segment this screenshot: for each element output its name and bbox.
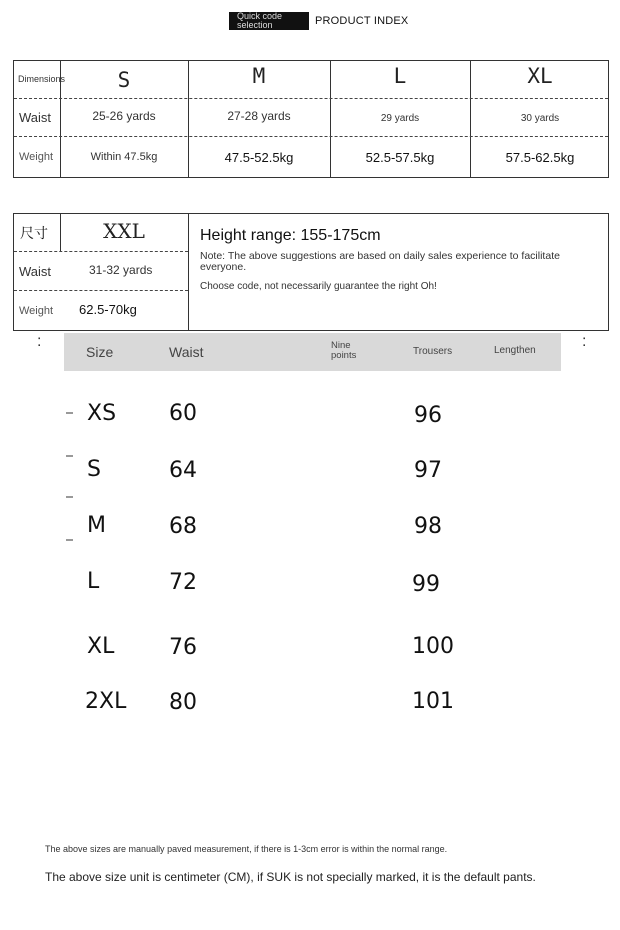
chart-waist-xs: 60	[169, 401, 197, 426]
chart-size-s: S	[87, 457, 101, 482]
header-trousers: Trousers	[413, 346, 453, 357]
choose-note: Choose code, not necessarily guarantee the right Oh!	[200, 281, 437, 292]
suggestion-note: Note: The above suggestions are based on daily sales experience to facilitate everyone.	[200, 250, 560, 273]
height-range: Height range: 155-175cm	[200, 227, 381, 244]
chart-waist-xl: 76	[169, 635, 197, 660]
row-marker	[66, 412, 73, 414]
separator-dots-left: :	[37, 333, 42, 350]
weight-label-2: Weight	[19, 305, 54, 317]
product-index-title: PRODUCT INDEX	[315, 15, 409, 27]
chart-trousers-m: 98	[414, 514, 442, 539]
header-size: Size	[86, 344, 114, 360]
size-label-cn: 尺寸	[20, 224, 48, 241]
chart-trousers-l: 99	[412, 572, 440, 597]
row-marker	[66, 496, 73, 498]
chart-size-xl: XL	[87, 634, 115, 659]
size-m: M	[252, 64, 266, 88]
size-s: S	[117, 67, 131, 92]
chart-trousers-xl: 100	[412, 634, 454, 659]
chart-waist-l: 72	[169, 570, 197, 595]
weight-l: 52.5-57.5kg	[365, 149, 435, 165]
size-l: L	[393, 64, 407, 88]
chart-size-xs: XS	[87, 401, 117, 426]
row-marker	[66, 455, 73, 457]
chart-trousers-2xl: 101	[412, 689, 454, 714]
size-table-2	[13, 213, 609, 331]
weight-xl: 57.5-62.5kg	[505, 149, 575, 165]
chart-waist-2xl: 80	[169, 690, 197, 715]
waist-label: Waist	[19, 109, 52, 125]
quick-code-label: Quick code selection	[229, 12, 309, 30]
dimensions-label: Dimensions	[18, 74, 66, 84]
chart-trousers-s: 97	[414, 458, 442, 483]
chart-waist-m: 68	[169, 514, 197, 539]
chart-size-m: M	[87, 513, 106, 538]
waist-l: 29 yards	[380, 112, 420, 124]
header-nine-points: Nine points	[331, 340, 357, 361]
row-marker	[66, 539, 73, 541]
size-xl: XL	[527, 64, 553, 88]
header-waist: Waist	[169, 344, 204, 360]
weight-s: Within 47.5kg	[90, 151, 158, 163]
chart-size-l: L	[87, 569, 100, 594]
waist-xxl: 31-32 yards	[89, 263, 153, 277]
weight-xxl: 62.5-70kg	[79, 301, 137, 317]
weight-m: 47.5-52.5kg	[224, 149, 294, 165]
waist-label-2: Waist	[19, 263, 52, 279]
measurement-note: The above sizes are manually paved measurement, if there is 1-3cm error is within the normal range.	[45, 844, 448, 854]
weight-label: Weight	[19, 151, 54, 163]
header-lengthen: Lengthen	[494, 345, 536, 356]
size-table-1	[13, 60, 609, 178]
size-xxl: XXL	[103, 219, 145, 243]
chart-trousers-xs: 96	[414, 403, 442, 428]
chart-waist-s: 64	[169, 458, 197, 483]
unit-note: The above size unit is centimeter (CM), if SUK is not specially marked, it is the default pants.	[45, 870, 536, 884]
size-chart-header	[64, 333, 561, 371]
waist-s: 25-26 yards	[92, 109, 156, 123]
waist-xl: 30 yards	[520, 112, 560, 124]
waist-m: 27-28 yards	[227, 109, 291, 123]
chart-size-2xl: 2XL	[85, 689, 127, 714]
separator-dots-right: :	[582, 333, 587, 350]
